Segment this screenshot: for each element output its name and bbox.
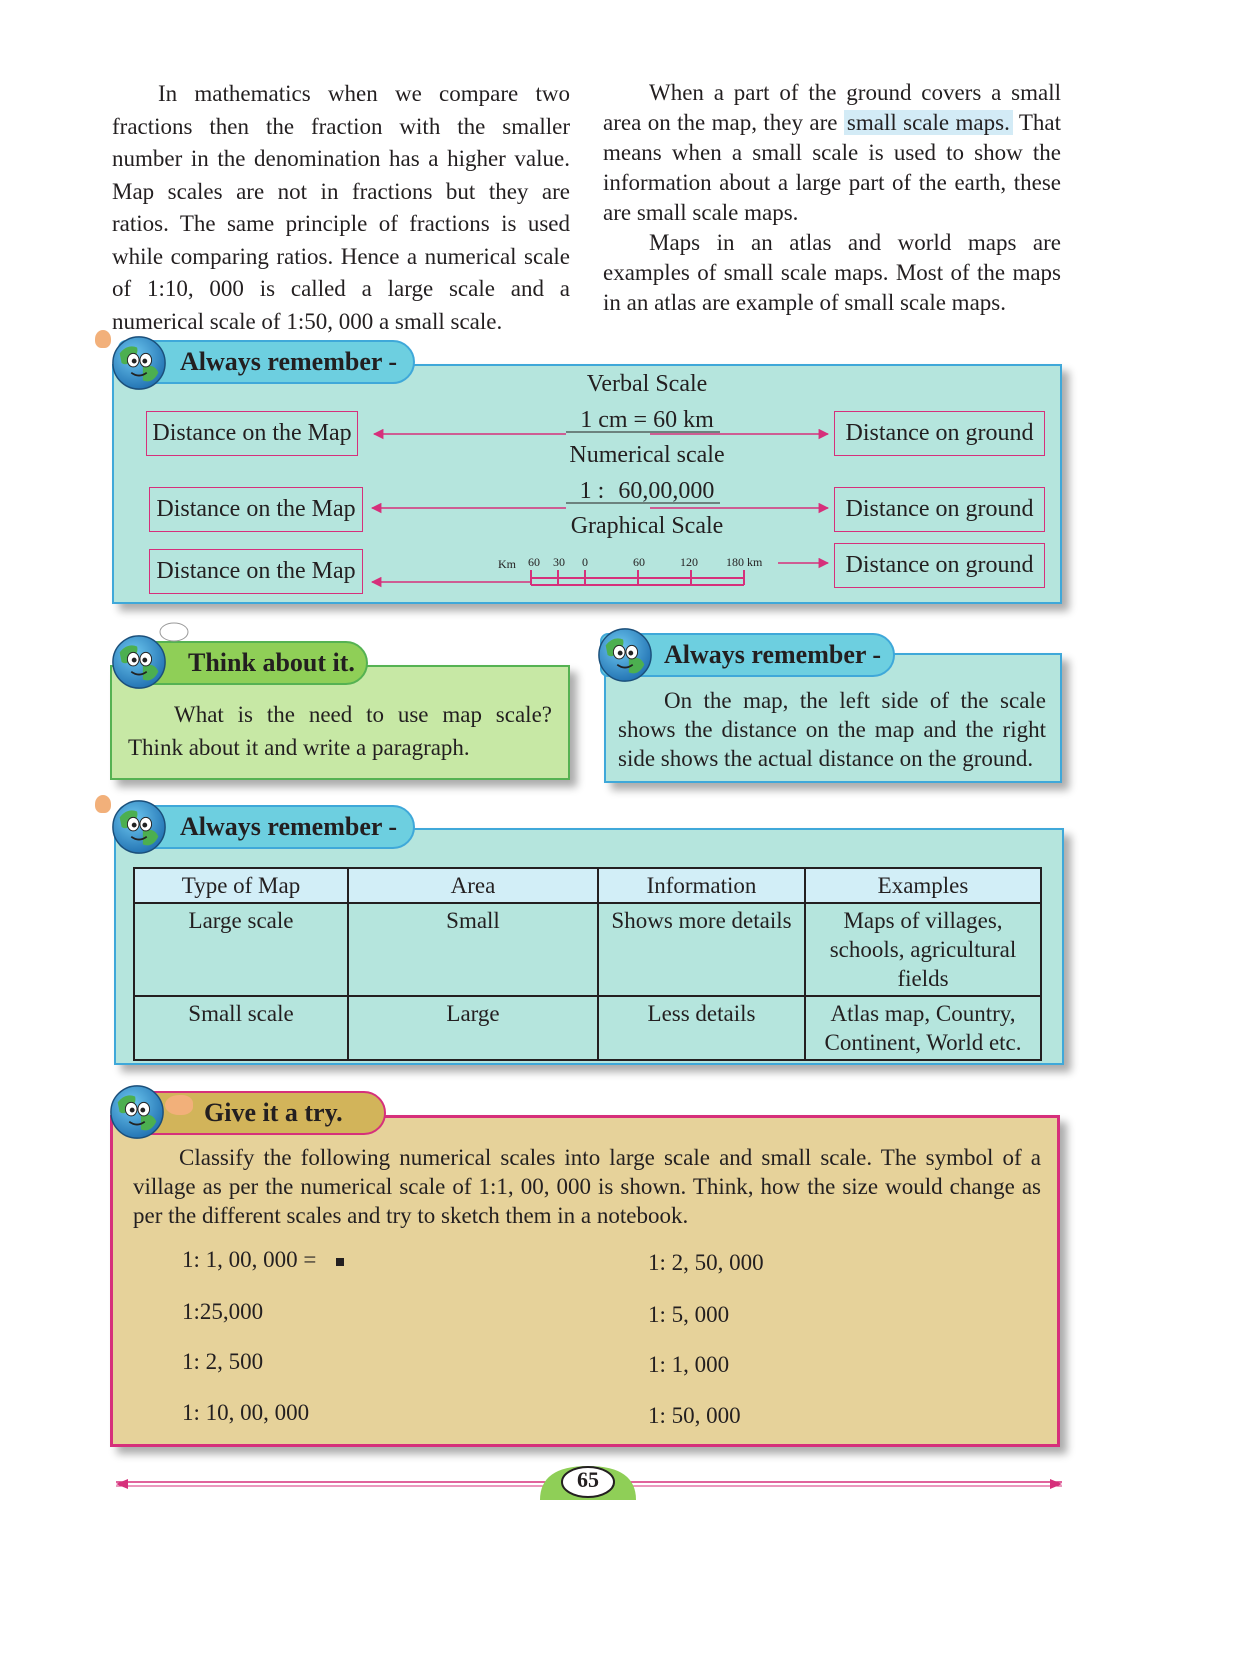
scale-tick-120: 120 [680, 555, 698, 569]
numerical-scale-title: Numerical scale [569, 442, 725, 468]
ground-distance-label-1: Distance on ground [834, 411, 1045, 456]
scale-tick-0: 0 [582, 555, 588, 569]
ground-distance-label-3: Distance on ground [834, 543, 1045, 588]
try-scale-right-4: 1: 50, 000 [648, 1403, 741, 1428]
map-distance-label-3: Distance on the Map [149, 549, 363, 594]
header-type: Type of Map [134, 868, 348, 903]
scale-tick-60: 60 [633, 555, 645, 569]
cell-information: Less details [598, 996, 805, 1060]
verbal-scale-left: 1 cm [580, 407, 628, 433]
graphical-scale-bar [531, 570, 744, 585]
table-row [134, 996, 1041, 1060]
remember-direction-text: On the map, the left side of the scale shows the distance on the map and the right side shows the actual distance on the ground. [618, 688, 1046, 771]
globe-mascot-icon-3 [110, 798, 168, 856]
cell-information: Shows more details [598, 903, 805, 996]
scale-unit-label: Km [498, 557, 516, 571]
map-types-table [133, 867, 1042, 1061]
intro-right-text-3: Maps in an atlas and world maps are examples of small scale maps. Most of the maps in an atlas are example of small scale maps. [603, 230, 1061, 315]
verbal-scale-equals: = [633, 407, 648, 433]
pointing-hand-icon-2 [95, 795, 111, 813]
map-distance-label-2: Distance on the Map [149, 487, 363, 532]
page-number: 65 [577, 1467, 599, 1492]
numerical-scale-left: 1 : [579, 478, 605, 504]
footer-rule [0, 1460, 1241, 1510]
cell-examples: Atlas map, Country, Continent, World etc. [805, 996, 1041, 1060]
cell-area: Small [348, 903, 598, 996]
small-scale-highlight: small scale maps. [844, 110, 1013, 135]
remember-direction-title: Always remember - [664, 640, 882, 669]
cell-type: Large scale [134, 903, 348, 996]
intro-right-text-2: That means when a small scale is used to show the information about a large part of the earth, these are small scale maps. [603, 110, 1061, 225]
cell-area: Large [348, 996, 598, 1060]
table-header-row [134, 868, 1041, 903]
globe-mascot-icon-4 [108, 1083, 166, 1141]
remember-scales-title: Always remember - [180, 347, 398, 376]
intro-right-text-1: When a part of the ground covers a small area on the map, they are [603, 80, 1061, 135]
cell-type: Small scale [134, 996, 348, 1060]
header-information: Information [598, 868, 805, 903]
think-title: Think about it. [188, 648, 355, 677]
try-scale-left-1: 1: 1, 00, 000 = [182, 1247, 344, 1273]
header-examples: Examples [805, 868, 1041, 903]
graphical-scale-title: Graphical Scale [570, 513, 724, 539]
try-scale-left-2: 1:25,000 [182, 1299, 264, 1324]
try-scale-right-2: 1: 5, 000 [648, 1302, 730, 1327]
try-text: Classify the following numerical scales into large scale and small scale. The symbol of a village as per the numerical scale of 1:1, 00, 000 is shown. Think, how the size would change as per the different scales and try to sketch them in a notebook. [133, 1145, 1041, 1228]
verbal-scale-right: 60 km [653, 407, 714, 433]
ground-distance-label-2: Distance on ground [834, 487, 1045, 532]
scale-tick-60-left: 60 [528, 555, 540, 569]
globe-mascot-icon-2 [596, 626, 654, 684]
scale-tick-30: 30 [553, 555, 565, 569]
scale-tick-180: 180 km [726, 555, 763, 569]
try-scale-left-3: 1: 2, 500 [182, 1349, 264, 1374]
scale-connector-lines [0, 0, 1241, 620]
waving-hand-icon [165, 1095, 193, 1115]
verbal-scale-title: Verbal Scale [586, 371, 708, 397]
intro-left-paragraph: In mathematics when we compare two fractions then the fraction with the smaller number in the denomination has a higher value. Map scales are not in fractions but they are ratios. The same principle of fractions is used while comparing ratios. Hence a numerical scale of 1:10, 000 is called a large scale and a numerical scale of 1:50, 000 a small scale. [112, 81, 570, 334]
village-symbol-icon [336, 1258, 344, 1266]
map-distance-label-1: Distance on the Map [146, 411, 358, 456]
cell-examples: Maps of villages, schools, agricultural fields [805, 903, 1041, 996]
try-scale-right-1: 1: 2, 50, 000 [648, 1250, 764, 1275]
table-row [134, 903, 1041, 996]
think-text: What is the need to use map scale? Think about it and write a paragraph. [128, 702, 552, 760]
try-scale-right-3: 1: 1, 000 [648, 1352, 730, 1377]
remember-table-title: Always remember - [180, 812, 398, 841]
try-scale-left-4: 1: 10, 00, 000 [182, 1400, 310, 1425]
thought-bubble-icon [158, 620, 190, 644]
header-area: Area [348, 868, 598, 903]
numerical-scale-right: 60,00,000 [618, 478, 715, 504]
try-title: Give it a try. [204, 1098, 343, 1127]
